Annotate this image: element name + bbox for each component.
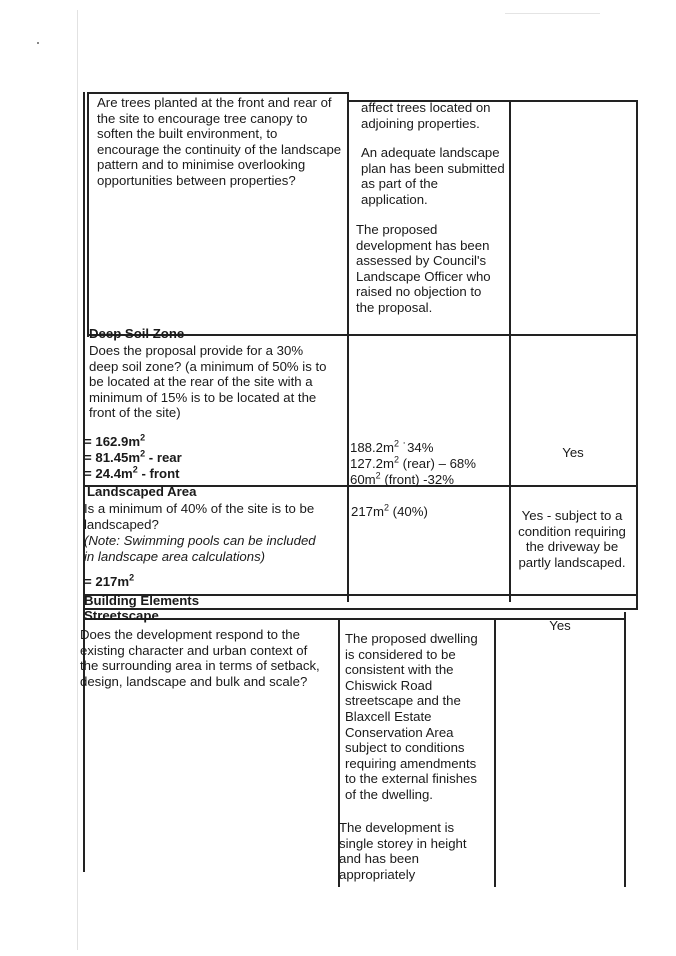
- deep-soil-provided-front: $60m^2$ (front) -32%: [350, 470, 454, 487]
- table-border-right: [624, 612, 626, 887]
- scan-artifact-dot: [37, 42, 39, 44]
- deep-soil-provided-rear: $127.2m^2$ (rear) – 68%: [350, 454, 476, 471]
- landscaped-question: Is a minimum of 40% of the site is to be landscaped?: [84, 501, 315, 532]
- streetscape-question: Does the development respond to the existing character and urban context of the surrounding area in terms of setback, design, landscape and bulk and scale?: [80, 627, 320, 689]
- landscaped-compliance: Yes - subject to a condition requiring the driveway be partly landscaped.: [518, 508, 626, 570]
- deep-soil-question: Does the proposal provide for a 30% deep soil zone? (a minimum of 50% is to be located at the rear of the site with a minimum of 15% is to be located at the front of the site): [89, 343, 327, 421]
- landscaped-requirement: = $217m^2$: [84, 572, 135, 589]
- deep-soil-requirement-rear: = $81.45m^2$ - rear: [84, 448, 182, 465]
- streetscape-compliance: Yes: [549, 618, 571, 633]
- table-border-left: [83, 92, 85, 872]
- landscaped-heading: Landscaped Area: [87, 484, 197, 499]
- tree-response-2: An adequate landscape plan has been submitted as part of the application.: [361, 145, 505, 207]
- tree-response-1: affect trees located on adjoining properties.: [361, 100, 491, 131]
- deep-soil-provided-total: $188.2m^2$ ˙34%: [350, 438, 434, 455]
- deep-soil-requirement-front: = $24.4m^2$ - front: [84, 464, 180, 481]
- deep-soil-requirement-total: = $162.9m^2$: [84, 432, 146, 449]
- column-divider: [494, 620, 496, 887]
- scan-artifact-line: [505, 13, 600, 14]
- row-divider: [87, 92, 349, 94]
- tree-response-3: The proposed development has been assessed by Council's Landscape Officer who raised no objection to the proposal.: [356, 222, 491, 315]
- column-divider: [347, 92, 349, 602]
- streetscape-response-2: The development is single storey in height and has been appropriately: [339, 820, 467, 882]
- streetscape-heading: Streetscape: [84, 608, 159, 623]
- streetscape-response-1: The proposed dwelling is considered to be consistent with the Chiswick Road streetscape and the Blaxcell Estate Conservation Area subject to conditions requiring amendments to the external finishes of the dwelling.: [345, 631, 478, 802]
- deep-soil-heading: Deep Soil Zone: [89, 326, 185, 341]
- tree-question: Are trees planted at the front and rear of the site to encourage tree canopy to soften the built environment, to encourage the continuity of the landscape pattern and to minimise overlooking opportunities between properties?: [97, 95, 342, 188]
- scan-artifact-line: [77, 10, 78, 950]
- landscaped-note: (Note: Swimming pools can be included in landscape area calculations): [84, 533, 316, 564]
- deep-soil-compliance: Yes: [562, 445, 584, 460]
- landscaped-provided: $217m^2$ (40%): [351, 502, 428, 519]
- building-elements-heading: Building Elements: [84, 593, 200, 608]
- table-border-left-inner: [87, 92, 89, 337]
